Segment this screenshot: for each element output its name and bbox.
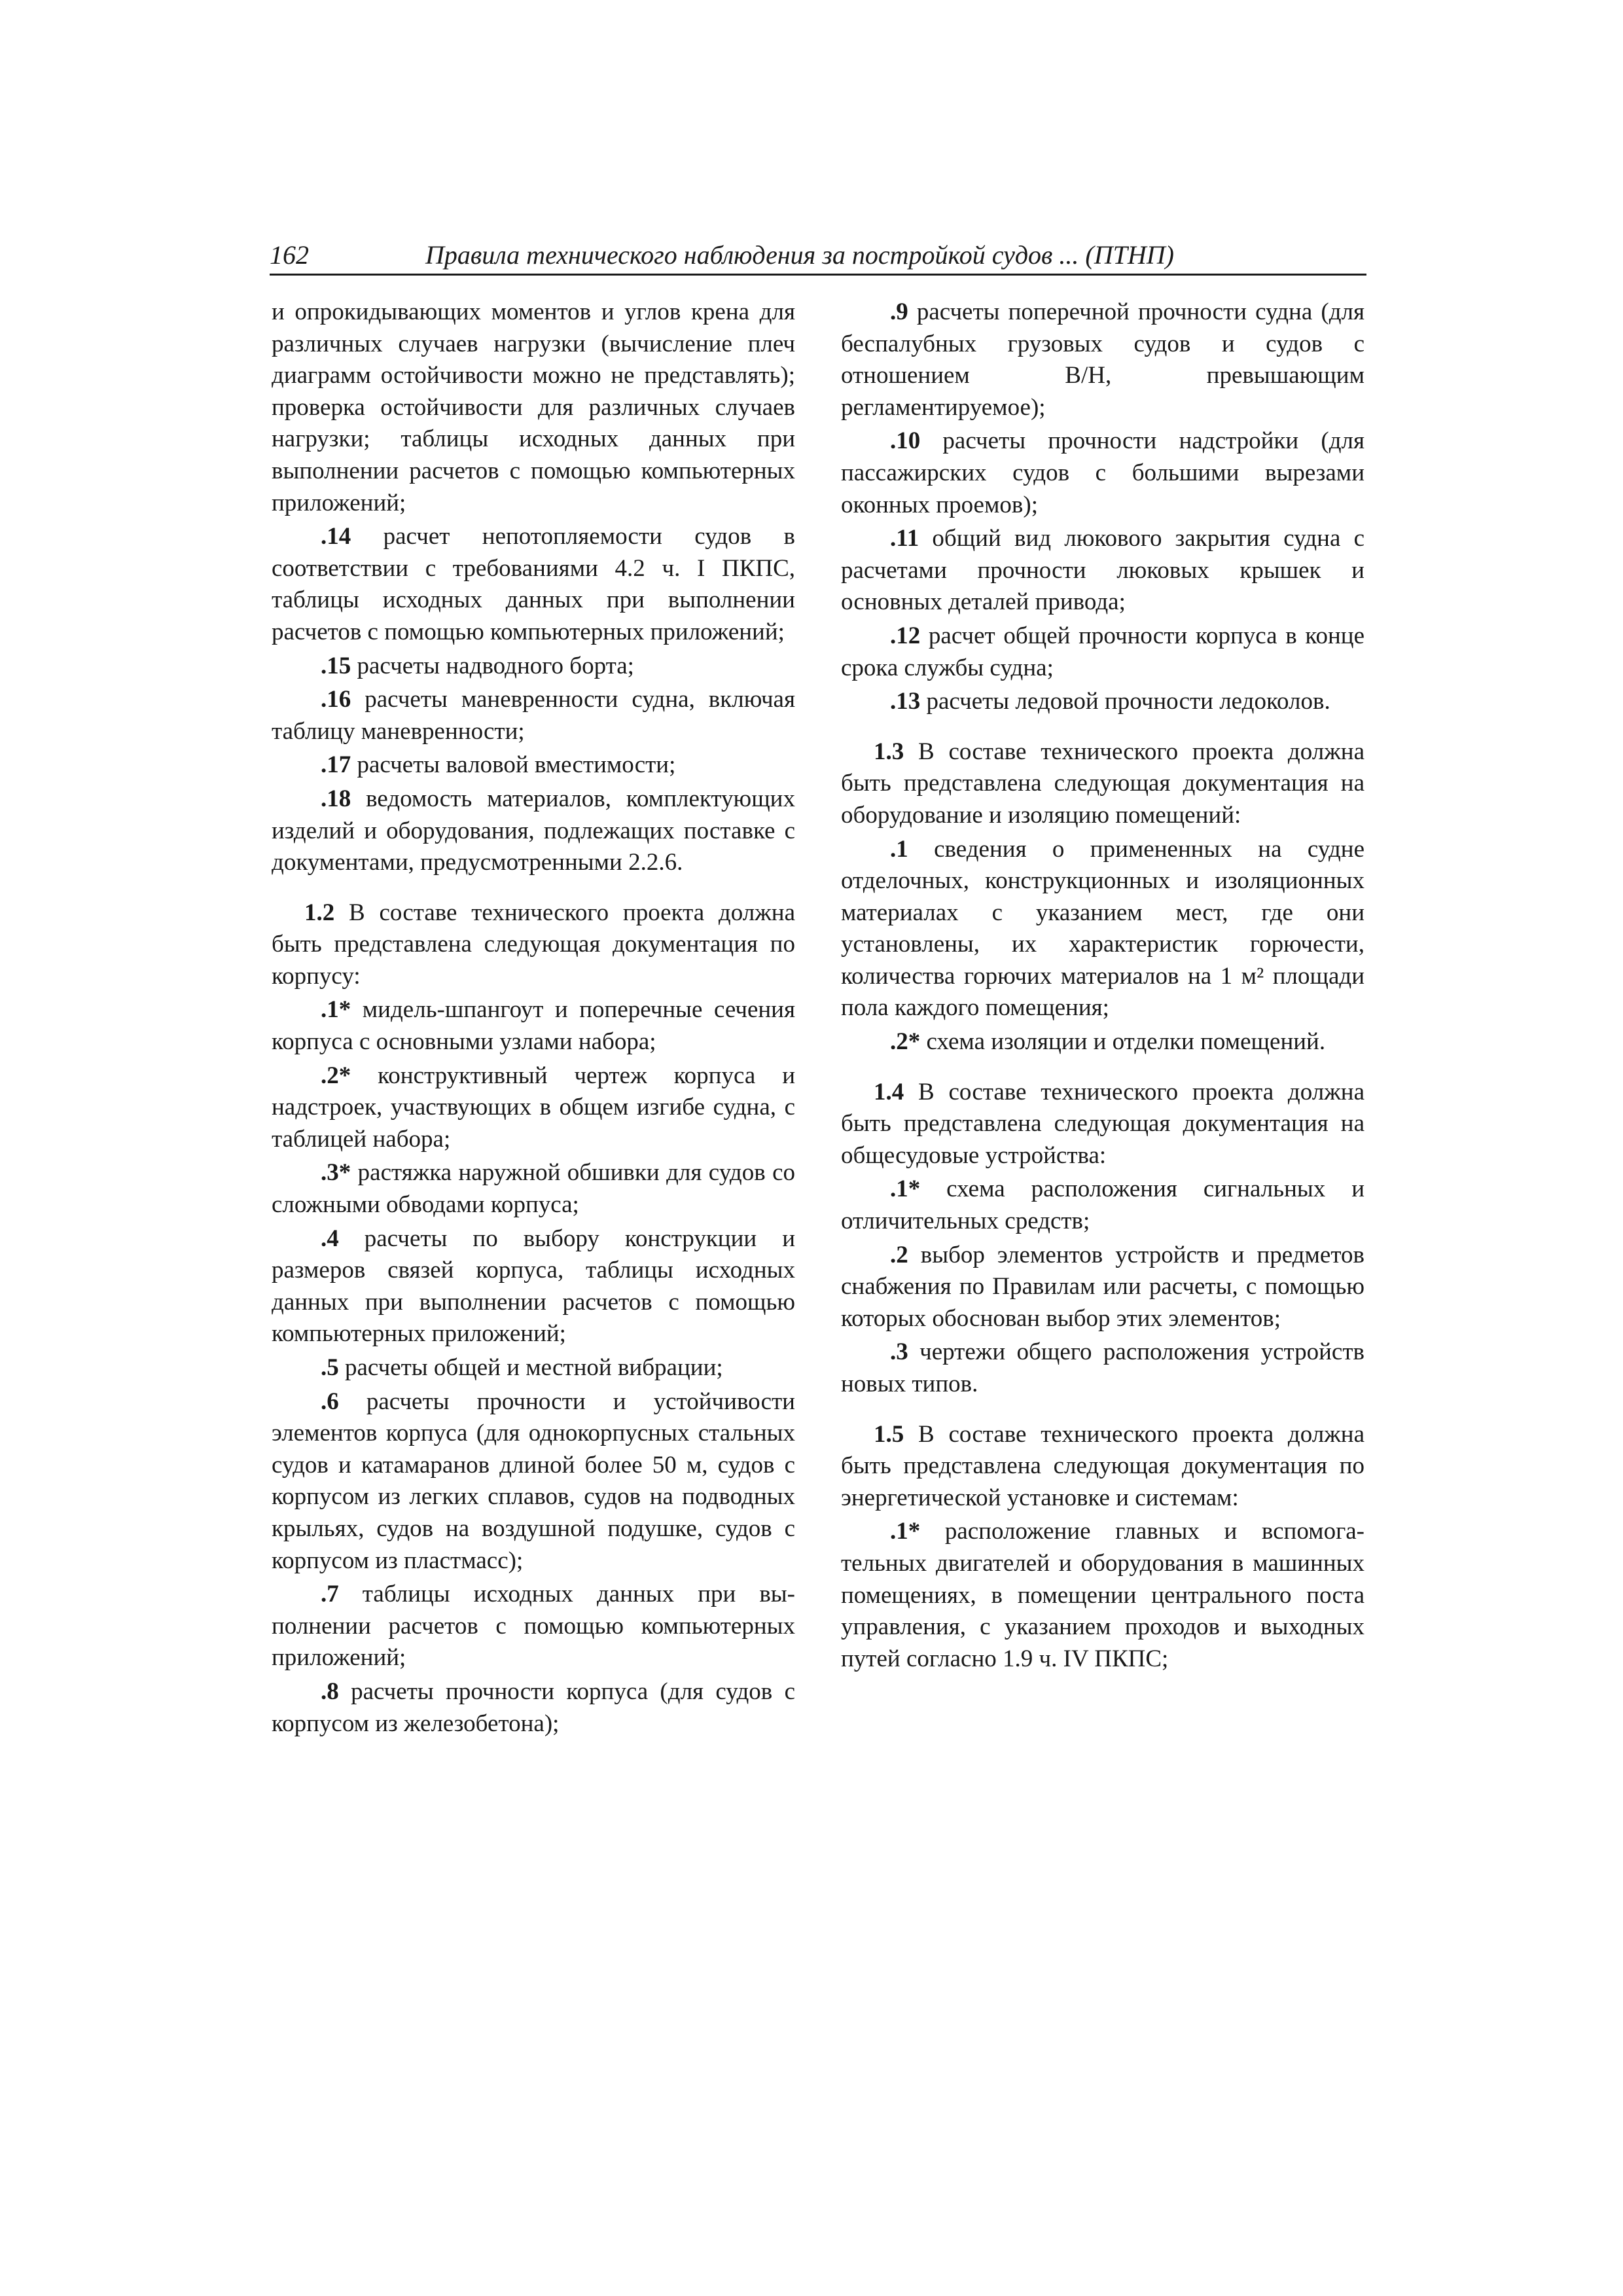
right-column [841, 295, 1364, 1675]
list-item: .15 расчеты надводного борта; [321, 652, 634, 679]
list-item: .5 расчеты общей и местной вибрации; [321, 1354, 723, 1381]
list-item: .12 расчет общей прочности корпуса в конце срока службы судна; [841, 622, 1364, 681]
list-item: .6 расчеты прочности и устойчивости элементов корпуса (для однокорпусных стальных судов и катамаранов длиной более 50 м, судов с корпусом из легких сплавов, судов на подводных крыльях, судов на воздушной подушке, судов с корпусом из пластмасс); [272, 1388, 795, 1574]
section-paragraph: 1.4 В составе технического проекта должна быть представлена следующая документация на общесудовые устройства: [841, 1078, 1364, 1169]
list-item: .16 расчеты маневренности судна, включая таблицу маневренности; [272, 686, 795, 745]
list-item: .17 расчеты валовой вместимости; [321, 751, 676, 779]
list-item: .2 выбор элементов устройств и предметов снабжения по Правилам или расчеты, с помощью которых обоснован выбор этих элементов; [841, 1241, 1364, 1332]
list-item: .11 общий вид люкового закрытия судна с расчетами прочности люковых крышек и основных деталей привода; [841, 525, 1364, 616]
section-paragraph: 1.2 В составе технического проекта должна быть представлена следующая документация по корпусу: [272, 899, 795, 990]
paragraph: и опрокидывающих моментов и углов крена для различных случаев нагрузки (вычисление плеч диаграмм остойчивости можно не представлять); проверка остойчивости для различных случаев нагрузки; таблицы исходных данных при выполнении расчетов с помощью компьютерных приложений; [272, 298, 795, 516]
list-item: .2* конструктивный чертеж корпуса и надстроек, участвующих в общем изгибе судна, с таблицей набора; [272, 1062, 795, 1153]
list-item: .13 расчеты ледовой прочности ледоколов. [890, 688, 1330, 715]
list-item: .1* схема расположения сигнальных и отличительных средств; [841, 1175, 1364, 1235]
list-item: .7 таблицы исходных данных при выполнении расчетов с помощью компьютерных приложений; [272, 1581, 795, 1672]
list-item: .18 ведомость материалов, комплектующих изделий и оборудования, подлежащих поставке с документами, предусмотренными 2.2.6. [272, 785, 795, 876]
running-title: Правила технического наблюдения за постройкой судов ... (ПТНП) [425, 240, 1174, 270]
list-item: .8 расчеты прочности корпуса (для судов с корпусом из железобетона); [272, 1677, 795, 1737]
section-paragraph: 1.5 В составе технического проекта должна быть представлена следующая документация по энергетической установке и системам: [841, 1420, 1364, 1511]
left-column [272, 295, 795, 1740]
list-item: .1* расположение главных и вспомогательных двигателей и оборудования в машинных помещениях, в помещении центрального поста управления, с указанием проходов и выходных путей согласно 1.9 ч. IV ПКПС; [841, 1518, 1364, 1672]
list-item: .4 расчеты по выбору конструкции и размеров связей корпуса, таблицы исходных данных при выполнении расчетов с помощью компьютерных приложений; [272, 1225, 795, 1348]
list-item: .1* мидель-шпангоут и поперечные сечения корпуса с основными узлами набора; [272, 996, 795, 1056]
section-paragraph: 1.3 В составе технического проекта должна быть представлена следующая документация на оборудование и изоляцию помещений: [841, 738, 1364, 829]
list-item: .2* схема изоляции и отделки помещений. [890, 1028, 1326, 1056]
list-item: .9 расчеты поперечной прочности судна (для беспалубных грузовых судов и судов с отношением B/H, превышающим регламентируемое); [841, 298, 1364, 421]
page-header [270, 237, 1366, 276]
page-number: 162 [270, 240, 309, 270]
list-item: .3 чертежи общего расположения устройств новых типов. [841, 1338, 1364, 1397]
list-item: .10 расчеты прочности надстройки (для пассажирских судов с большими вырезами оконных проемов); [841, 427, 1364, 518]
list-item: .3* растяжка наружной обшивки для судов со сложными обводами корпуса; [272, 1159, 795, 1219]
list-item: .14 расчет непотопляемости судов в соответствии с требованиями 4.2 ч. I ПКПС, таблицы исходных данных при выполнении расчетов с помощью компьютерных приложений; [272, 523, 795, 645]
list-item: .1 сведения о примененных на судне отделочных, конструкционных и изоляционных материалах с указанием мест, где они установлены, их характеристик горючести, количества горючих материалов на 1 м² площади пола каждого помещения; [841, 835, 1364, 1022]
